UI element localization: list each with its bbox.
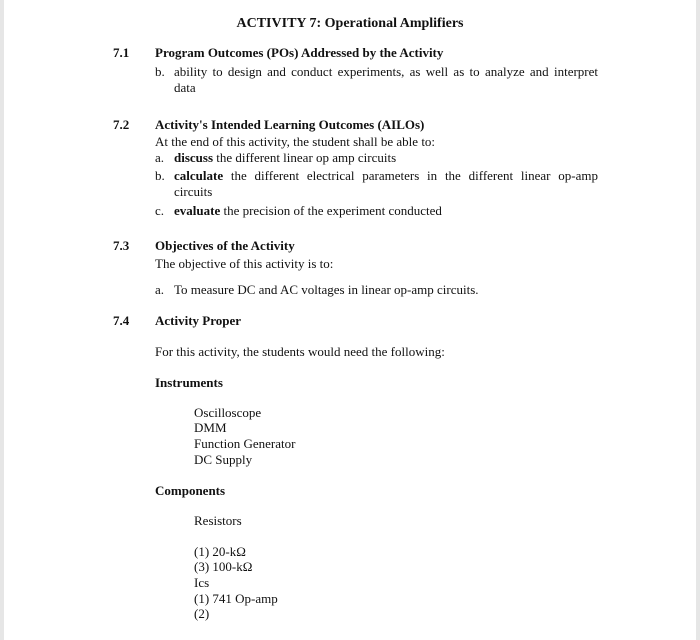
list-marker: b. <box>155 168 165 183</box>
section-number-7-4: 7.4 <box>113 313 130 328</box>
instruments-heading: Instruments <box>155 375 223 390</box>
ailo-text: the precision of the experiment conducted <box>220 203 442 218</box>
component-item: Ics <box>194 575 210 590</box>
component-item: (3) 100-kΩ <box>194 559 253 574</box>
instrument-item: Function Generator <box>194 436 296 451</box>
component-item: (1) 20-kΩ <box>194 544 246 559</box>
instrument-item: DMM <box>194 420 227 435</box>
ailo-verb: calculate <box>174 168 224 183</box>
ailo-verb: discuss <box>174 150 214 165</box>
list-marker: c. <box>155 203 165 218</box>
list-marker: a. <box>155 150 165 165</box>
components-heading: Components <box>155 483 226 498</box>
component-item: (1) 741 Op-amp <box>194 591 278 606</box>
objective-item: To measure DC and AC voltages in linear op-amp circuits. <box>174 282 479 297</box>
section-number-7-1: 7.1 <box>113 45 130 60</box>
ailo-text: the different electrical parameters in the different linear op-amp <box>223 168 598 183</box>
instrument-item: DC Supply <box>194 452 253 467</box>
list-marker: a. <box>155 282 165 297</box>
objectives-intro: The objective of this activity is to: <box>155 256 334 271</box>
section-heading-ailos: Activity's Intended Learning Outcomes (AILOs) <box>155 117 425 132</box>
section-heading-objectives: Objectives of the Activity <box>155 238 295 253</box>
section-number-7-3: 7.3 <box>113 238 130 253</box>
ailos-intro: At the end of this activity, the student shall be able to: <box>155 134 436 149</box>
ailo-item-calculate-continued: circuits <box>174 184 213 199</box>
instrument-item: Oscilloscope <box>194 405 262 420</box>
component-item: (2) <box>194 606 210 621</box>
program-outcome-item-continued: data <box>174 80 196 95</box>
list-marker: b. <box>155 64 165 79</box>
section-heading-program-outcomes: Program Outcomes (POs) Addressed by the Activity <box>155 45 444 60</box>
components-group-resistors: Resistors <box>194 513 242 528</box>
ailo-item-evaluate <box>174 203 442 218</box>
section-number-7-2: 7.2 <box>113 117 130 132</box>
ailo-item-calculate <box>174 168 598 183</box>
ailo-text: the different linear op amp circuits <box>213 150 397 165</box>
document-title: ACTIVITY 7: Operational Amplifiers <box>236 16 464 31</box>
page-edge-right <box>696 0 700 640</box>
page-edge-left <box>0 0 4 640</box>
section-heading-activity-proper: Activity Proper <box>155 313 242 328</box>
ailo-item-discuss <box>174 150 396 165</box>
activity-proper-intro: For this activity, the students would need the following: <box>155 344 445 359</box>
ailo-verb: evaluate <box>174 203 221 218</box>
program-outcome-item: ability to design and conduct experiments, as well as to analyze and interpret <box>174 64 598 79</box>
